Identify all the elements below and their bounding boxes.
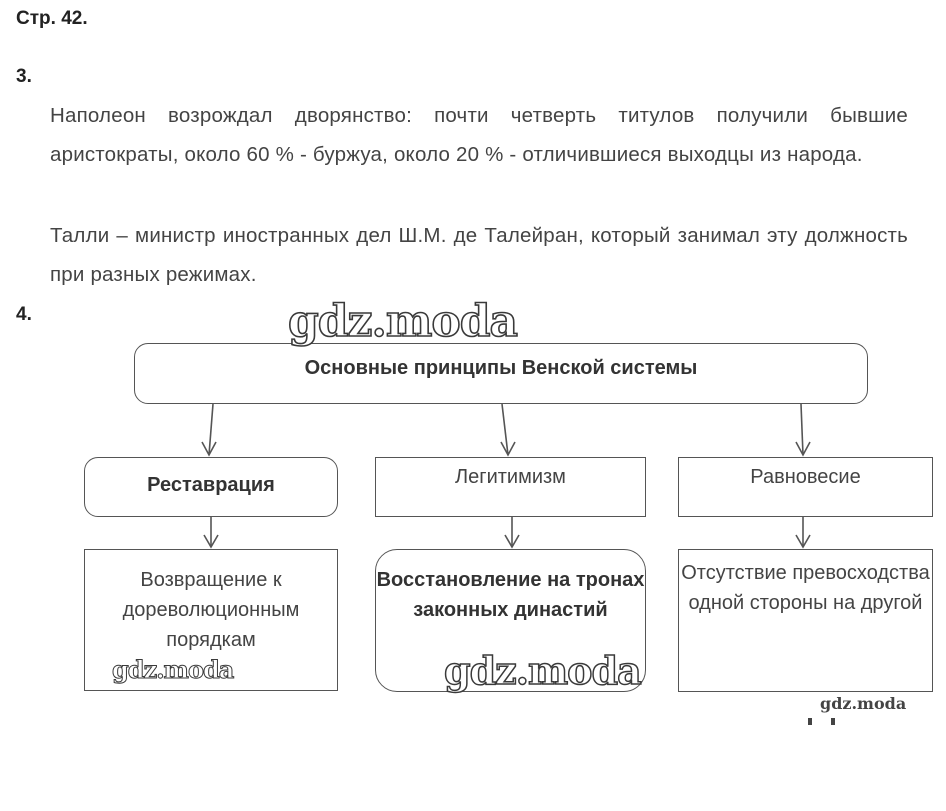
principle-box-legitimism xyxy=(375,457,646,517)
question-4-number: 4. xyxy=(16,304,32,325)
diagram-root-label: Основные принципы Венской системы xyxy=(304,356,698,379)
watermark-logo: gdz.moda xyxy=(112,655,234,684)
arrow-root-to-restoration xyxy=(209,404,213,455)
answer-paragraph-2: Талли – министр иностранных дел Ш.М. де Талейран, который занимал эту должность при разных режимах. xyxy=(50,224,908,286)
watermark-logo: gdz.moda xyxy=(288,296,518,347)
description-box-balance xyxy=(678,549,933,692)
watermark-logo: gdz.moda xyxy=(820,694,907,713)
arrow-root-to-legitimism xyxy=(502,404,508,455)
description-restoration: Возвращение к дореволюционным порядкам xyxy=(122,569,300,651)
description-legitimism: Восстановление на тронах законных династий xyxy=(376,569,645,621)
question-3-number: 3. xyxy=(16,66,32,87)
principle-label-balance: Равновесие xyxy=(750,466,861,488)
principle-label-restoration: Реставрация xyxy=(147,474,275,496)
watermark-dot xyxy=(831,718,835,725)
diagram-root-box xyxy=(134,343,868,404)
description-balance: Отсутствие превосходства одной стороны на другой xyxy=(681,562,930,614)
principle-label-legitimism: Легитимизм xyxy=(455,466,566,488)
page-reference: Стр. 42. xyxy=(16,8,88,29)
principle-box-restoration xyxy=(84,457,338,517)
principle-box-balance xyxy=(678,457,933,517)
arrow-root-to-balance xyxy=(801,404,803,455)
watermark-dot xyxy=(808,718,812,725)
answer-paragraph-1: Наполеон возрождал дворянство: почти четверть титулов получили бывшие аристократы, около 60 % - буржуа, около 20 % - отличившиеся выходцы из народа. xyxy=(50,104,908,166)
watermark-logo: gdz.moda xyxy=(444,648,641,693)
